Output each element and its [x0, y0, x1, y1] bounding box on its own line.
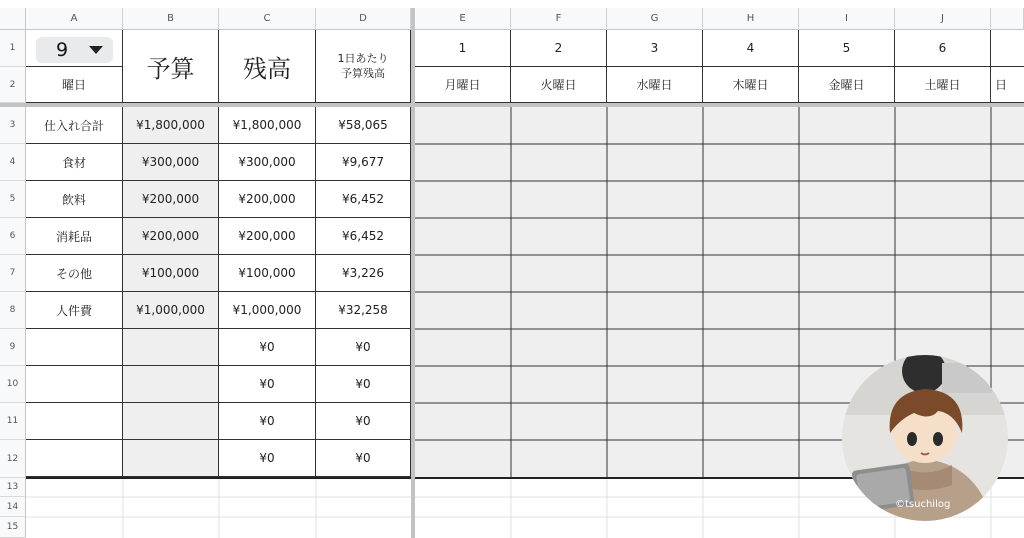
category-name[interactable] [26, 403, 123, 440]
category-remaining[interactable]: ¥200,000 [219, 218, 316, 255]
category-remaining[interactable]: ¥300,000 [219, 144, 316, 181]
category-daily[interactable]: ¥6,452 [316, 181, 411, 218]
col-header-d[interactable]: D [316, 8, 411, 30]
row-header-9[interactable]: 9 [0, 329, 26, 366]
category-daily[interactable]: ¥0 [316, 440, 411, 477]
row-header-10[interactable]: 10 [0, 366, 26, 403]
col-header-g[interactable]: G [607, 8, 703, 30]
category-daily[interactable]: ¥9,677 [316, 144, 411, 181]
row-header-4[interactable]: 4 [0, 144, 26, 181]
category-budget[interactable]: ¥1,800,000 [123, 107, 219, 144]
category-budget[interactable]: ¥300,000 [123, 144, 219, 181]
category-daily[interactable]: ¥0 [316, 329, 411, 366]
category-budget[interactable]: ¥100,000 [123, 255, 219, 292]
category-name[interactable]: 人件費 [26, 292, 123, 329]
row-header-14[interactable]: 14 [0, 497, 26, 517]
row-header-2[interactable]: 2 [0, 67, 26, 103]
day-weekday-3[interactable]: 水曜日 [607, 67, 703, 103]
day-weekday-6[interactable]: 土曜日 [895, 67, 991, 103]
category-name[interactable]: その他 [26, 255, 123, 292]
watermark-text: ©tsuchilog [895, 499, 951, 510]
daily-budget-header[interactable] [316, 30, 411, 103]
category-daily[interactable]: ¥0 [316, 366, 411, 403]
col-header-e[interactable]: E [415, 8, 511, 30]
avatar-illustration-icon [842, 355, 1008, 521]
category-remaining[interactable]: ¥0 [219, 403, 316, 440]
dropdown-arrow-icon [89, 46, 103, 54]
row-header-3[interactable]: 3 [0, 107, 26, 144]
day-number-3[interactable]: 3 [607, 30, 703, 67]
day-number-6[interactable]: 6 [895, 30, 991, 67]
category-budget[interactable]: ¥200,000 [123, 181, 219, 218]
col-header-c[interactable]: C [219, 8, 316, 30]
row-header-12[interactable]: 12 [0, 440, 26, 478]
row-header-13[interactable]: 13 [0, 478, 26, 497]
row-header-6[interactable]: 6 [0, 218, 26, 255]
category-budget[interactable]: ¥1,000,000 [123, 292, 219, 329]
day-weekday-1[interactable]: 月曜日 [415, 67, 511, 103]
frozen-column-divider[interactable] [411, 8, 415, 538]
col-header-h[interactable]: H [703, 8, 799, 30]
row-header-1[interactable]: 1 [0, 30, 26, 67]
daily-header-line1: 1日あたり [337, 52, 389, 65]
category-remaining[interactable]: ¥1,000,000 [219, 292, 316, 329]
category-budget[interactable]: ¥200,000 [123, 218, 219, 255]
row-header-15[interactable]: 15 [0, 517, 26, 538]
daily-header-line2: 予算残高 [341, 67, 385, 80]
category-remaining[interactable]: ¥200,000 [219, 181, 316, 218]
category-name[interactable]: 食材 [26, 144, 123, 181]
col-header-i[interactable]: I [799, 8, 895, 30]
row-header-7[interactable]: 7 [0, 255, 26, 292]
col-header-f[interactable]: F [511, 8, 607, 30]
category-daily[interactable]: ¥32,258 [316, 292, 411, 329]
category-daily[interactable]: ¥0 [316, 403, 411, 440]
day-number-4[interactable]: 4 [703, 30, 799, 67]
category-name[interactable]: 仕入れ合計 [26, 107, 123, 144]
row-header-8[interactable]: 8 [0, 292, 26, 329]
row-header-5[interactable]: 5 [0, 181, 26, 218]
day-number-1[interactable]: 1 [415, 30, 511, 67]
select-all-corner[interactable] [0, 8, 26, 30]
remaining-header[interactable]: 残高 [219, 30, 316, 103]
day-number-5[interactable]: 5 [799, 30, 895, 67]
month-value: 9 [56, 39, 69, 61]
category-daily[interactable]: ¥58,065 [316, 107, 411, 144]
category-name[interactable]: 飲料 [26, 181, 123, 218]
col-header-a[interactable]: A [26, 8, 123, 30]
category-name[interactable]: 消耗品 [26, 218, 123, 255]
col-header-k[interactable] [991, 8, 1024, 30]
category-remaining[interactable]: ¥0 [219, 366, 316, 403]
budget-header[interactable]: 予算 [123, 30, 219, 103]
category-budget[interactable] [123, 403, 219, 440]
col-header-b[interactable]: B [123, 8, 219, 30]
row-header-11[interactable]: 11 [0, 403, 26, 440]
day-number-7[interactable] [991, 30, 1024, 67]
category-remaining[interactable]: ¥1,800,000 [219, 107, 316, 144]
category-name[interactable] [26, 440, 123, 477]
category-name[interactable] [26, 366, 123, 403]
col-header-j[interactable]: J [895, 8, 991, 30]
month-dropdown[interactable] [36, 37, 113, 63]
category-daily[interactable]: ¥6,452 [316, 218, 411, 255]
category-budget[interactable] [123, 366, 219, 403]
day-number-2[interactable]: 2 [511, 30, 607, 67]
category-budget[interactable] [123, 329, 219, 366]
day-weekday-4[interactable]: 木曜日 [703, 67, 799, 103]
frozen-row-divider[interactable] [0, 103, 1024, 107]
day-weekday-7[interactable]: 日 [991, 67, 1024, 103]
category-name[interactable] [26, 329, 123, 366]
author-avatar [842, 355, 1008, 521]
weekday-header[interactable]: 曜日 [26, 67, 123, 103]
day-weekday-2[interactable]: 火曜日 [511, 67, 607, 103]
category-budget[interactable] [123, 440, 219, 477]
category-remaining[interactable]: ¥0 [219, 440, 316, 477]
category-remaining[interactable]: ¥0 [219, 329, 316, 366]
category-remaining[interactable]: ¥100,000 [219, 255, 316, 292]
day-weekday-5[interactable]: 金曜日 [799, 67, 895, 103]
category-daily[interactable]: ¥3,226 [316, 255, 411, 292]
